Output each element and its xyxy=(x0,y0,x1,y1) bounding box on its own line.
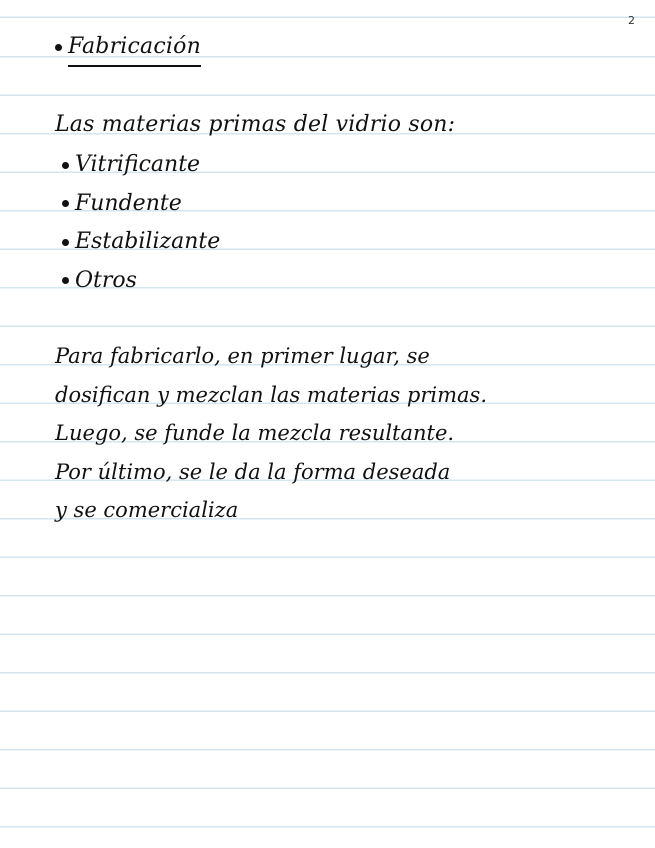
bullet-icon xyxy=(62,277,69,284)
bullet-icon xyxy=(62,200,69,207)
process-paragraph xyxy=(55,342,487,535)
page-number: 2 xyxy=(628,14,635,27)
bullet-icon xyxy=(62,239,69,246)
list-item xyxy=(62,189,220,228)
intro-line: Las materias primas del vidrio son: xyxy=(55,112,456,137)
section-heading xyxy=(55,34,201,67)
list-item-text: Otros xyxy=(75,267,137,293)
list-item-text: Estabilizante xyxy=(75,229,221,254)
paragraph-line: Para fabricarlo, en primer lugar, se xyxy=(55,344,430,368)
paragraph-line: dosifican y mezclan las materias primas. xyxy=(55,382,488,407)
list-item xyxy=(62,150,220,189)
heading-text: Fabricación xyxy=(68,34,201,67)
paragraph-line: y se comercializa xyxy=(55,498,239,522)
raw-materials-list xyxy=(62,150,220,304)
heading-bullet-icon xyxy=(55,44,62,51)
list-item-text: Vitrificante xyxy=(75,152,201,177)
list-item xyxy=(62,266,220,305)
paragraph-line: Luego, se funde la mezcla resultante. xyxy=(55,421,455,445)
bullet-icon xyxy=(62,162,69,169)
list-item-text: Fundente xyxy=(75,190,182,216)
list-item xyxy=(62,227,220,266)
paragraph-line: Por último, se le da la forma deseada xyxy=(55,459,451,484)
